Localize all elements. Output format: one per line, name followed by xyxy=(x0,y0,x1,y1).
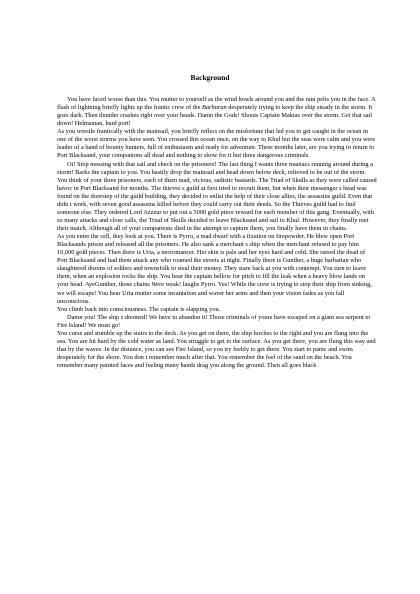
paragraph xyxy=(57,161,377,234)
paragraph xyxy=(57,233,377,306)
document-title: Background xyxy=(190,73,230,82)
paragraph-text: weak! laughs Pyrro. Yes! While the crew is trying to stop their ship from sinking, we will escape! You hear Uria mutter some incantation and waver her arms and then your vision fades as you fall unconscious. xyxy=(57,281,372,305)
paragraph xyxy=(57,128,377,160)
paragraph-text: You have faced worse than this. You mutter to yourself as the wind howls around you and the rain pelts you in the face. A flash of lightning briefly lights up the frantic crew of the xyxy=(57,96,376,112)
italic-text: Barbaran xyxy=(202,104,227,112)
paragraph xyxy=(57,96,377,128)
paragraph-text: You climb back into consciousness. The captain is slapping you. xyxy=(57,305,221,313)
paragraph-text: You curse and stumble up the stairs to the deck. As you get on there, the ship lurches to the right and you are flung into the sea. You are hit hard by the cold water as land. You struggle to get to the surface. As you get there, you are flung this way and that by the waves. In the distance, you can see Fire Island, so you try feebly to get there. You start to panic and swim desperately for the shore. You don t remember much after that. You remember the feel of the sand on the beach. You remember many painted faces and feeling many hands drag you along the ground. Then all goes black xyxy=(57,329,376,370)
italic-text: Were xyxy=(151,281,165,289)
paragraph-text: desperately trying to keep the ship steady in the storm. It goes dark. Then thunder crashes right over your heads. Damn the Gods! Shouts Captain Maktas over the storm. Get that sail down! Helmsman, hard port! xyxy=(57,104,373,128)
paragraph xyxy=(57,314,377,330)
paragraph-text: As you wrestle frantically with the mainsail, you briefly reflect on the misfortune that led you to get caught in the ocean in one of the worst storms you have seen. You crossed this ocean once, on the way to Khul but the seas were calm and you were leader of a band of bounty hunters, full of enthusiasm and ready for adventure. Three months later, are you trying to return to Port Blacksand, your companions all dead and nothing to show for it but three dangerous criminals. xyxy=(57,128,376,160)
paragraph xyxy=(57,330,377,370)
document-body xyxy=(57,96,377,370)
paragraph-text: Damn you! The ship s doomed! We have to abandon it! Those criminals of yours have escaped on a giant sea serpent to Fire Island! We must go! xyxy=(57,313,371,329)
paragraph xyxy=(57,306,377,314)
paragraph-text: As you enter the cell, they look at you. There is Pyrro, a mad dwarf with a fixation on firepowder. He blew open Port Blacksands prison and released all the prisoners. He also sank a merchant s ship when the merchant refused to pay him 10,000 gold pieces. Then there is Uria, a necromancer. Her skin is pale and her eyes hard and cold. She raised the dead of Port Blacksand and had them attack any who roamed the streets at night. Finally there is Gunther, a huge barbarian who slaughtered dozens of solders and townsfolk to steal their money. They stare back at you with contempt. You turn to leave them, when an explosion rocks the ship. You hear the captain bellow for pitch to fill the leak when a heavy blow lands on your head. AyeGunther, those chains xyxy=(57,233,367,289)
paragraph-text: Oi! Stop messing with that sail and check on the prisoners! The last thing I wants three maniacs running around during a storm! Barks the captain to you. You hastily drop the mainsail and head down below deck, relieved to be out of the storm. You think of your three prisoners, each of them mad, vicious, sadistic bastards. The Triad of Skulls as they were called caused havoc in Port Blacksand for months. The thieves s guild at first tried to recruit them, but when their messenger s head was found on the doorstep of the guild building, they decided to enlist the help of their close allies, the assassins guild. Even that didn t work, with seven good assassins killed before they could carry out their deeds. So the Thieves guild had to find someone else. They ordered Lord Azzzur to put out a 5000 gold piece reward for each member of this gang. Eventually, with so many attacks and close calls, the Triad of Skulls decided to leave Blacksand and sail to Khul. However, they finally met their match. Although all of your companions died in the attempt to capture them, you finally have them in chains. xyxy=(57,160,377,232)
